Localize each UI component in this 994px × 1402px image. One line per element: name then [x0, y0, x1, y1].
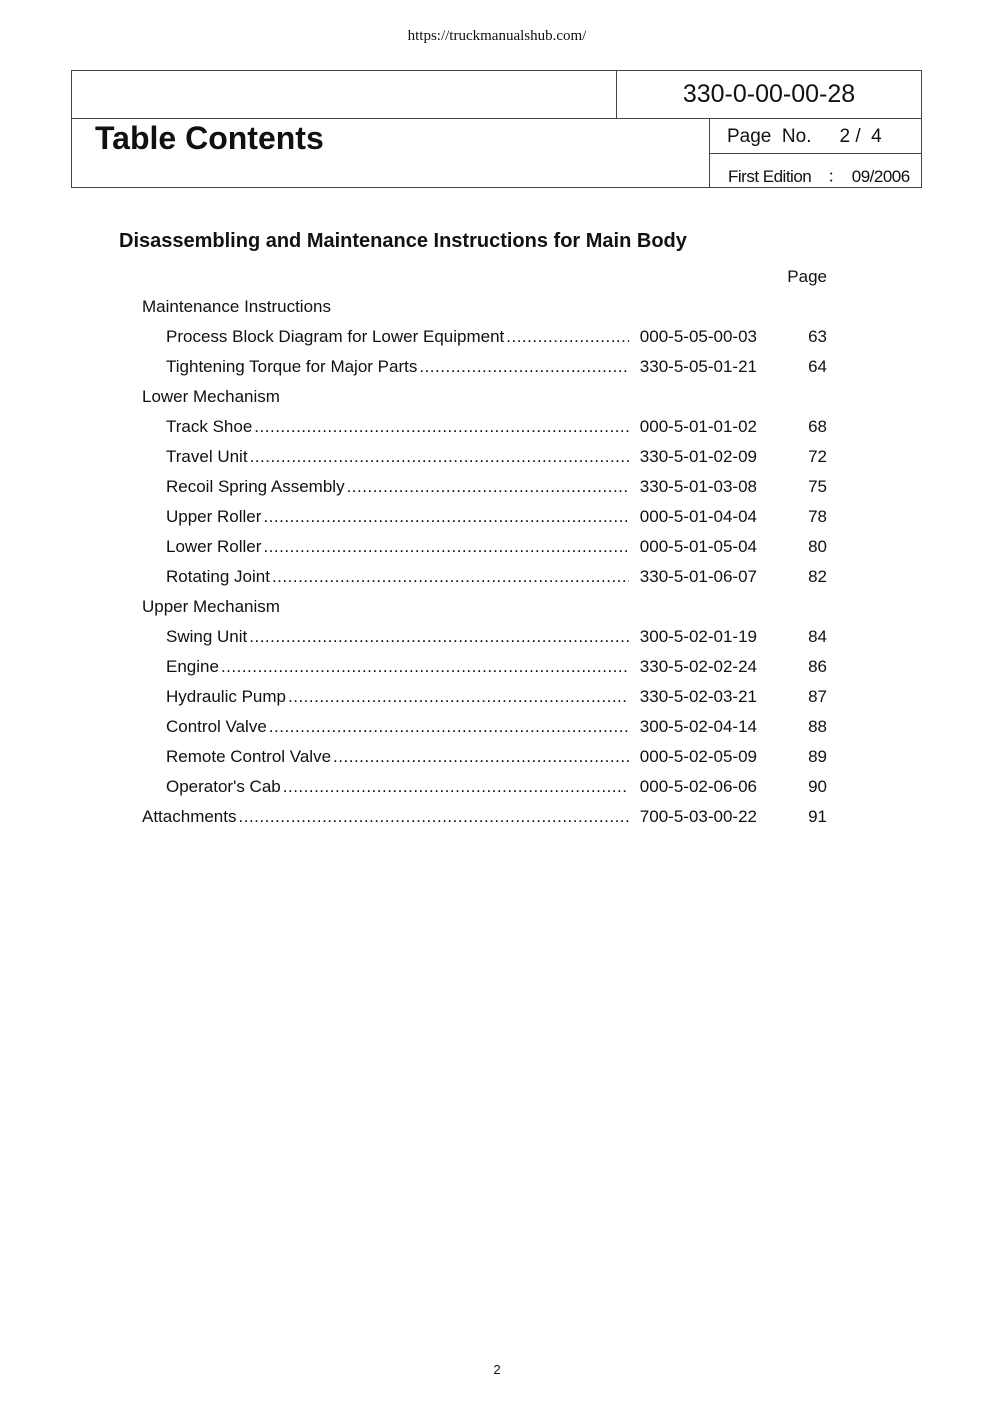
toc-entry-page: 89 — [808, 747, 827, 766]
toc-dot-leader — [249, 622, 629, 652]
toc-entry-page: 91 — [808, 807, 827, 826]
toc-entry-page: 63 — [808, 327, 827, 346]
page-number-label: Page No. — [727, 126, 812, 147]
toc-entry-code: 000-5-02-06-06 — [639, 777, 757, 796]
toc-entry-page: 78 — [808, 507, 827, 526]
toc-entry-title: Track Shoe — [166, 417, 253, 436]
toc-entry-leader — [166, 622, 629, 652]
toc-entry-leader — [166, 532, 629, 562]
toc-entry-page: 82 — [808, 567, 827, 586]
toc-entry[interactable] — [166, 502, 827, 532]
header-divider — [709, 153, 921, 154]
toc-entry-leader — [166, 562, 629, 592]
toc-entry-code: 330-5-01-06-07 — [639, 567, 757, 586]
edition-field — [728, 162, 910, 187]
toc-entry-code: 000-5-02-05-09 — [639, 747, 757, 766]
toc-entry-page: 86 — [808, 657, 827, 676]
toc-entry-code: 330-5-01-03-08 — [639, 477, 757, 496]
toc-dot-leader — [269, 712, 629, 742]
edition-label: First Edition — [728, 167, 812, 186]
toc-entry[interactable] — [166, 322, 827, 352]
toc-entry-page: 80 — [808, 537, 827, 556]
toc-entry-title: Process Block Diagram for Lower Equipment — [166, 327, 505, 346]
toc-entry-code: 330-5-01-02-09 — [639, 447, 757, 466]
edition-date: 09/2006 — [851, 167, 910, 186]
toc-entry-title: Remote Control Valve — [166, 747, 332, 766]
toc-entry[interactable] — [166, 682, 827, 712]
toc-dot-leader — [347, 472, 629, 502]
toc-entry-leader — [166, 412, 629, 442]
toc-entry[interactable] — [166, 562, 827, 592]
page-column-label: Page — [787, 267, 827, 286]
toc-entry-leader — [142, 802, 629, 832]
toc-entry-title: Control Valve — [166, 717, 267, 736]
toc-entry[interactable] — [166, 742, 827, 772]
toc-entry-title: Engine — [166, 657, 219, 676]
toc-dot-leader — [288, 682, 629, 712]
toc-entry-leader — [166, 442, 629, 472]
toc-entry-code: 330-5-02-03-21 — [639, 687, 757, 706]
toc-dot-leader — [239, 802, 630, 832]
toc-entry[interactable] — [166, 352, 827, 382]
toc-group-heading: Maintenance Instructions — [142, 297, 331, 316]
toc-entry-title: Hydraulic Pump — [166, 687, 286, 706]
toc-dot-leader — [506, 322, 629, 352]
document-header-box — [71, 70, 922, 188]
toc-entry-title: Recoil Spring Assembly — [166, 477, 345, 496]
toc-entry-title: Tightening Torque for Major Parts — [166, 357, 418, 376]
site-url: https://truckmanualshub.com/ — [407, 28, 587, 44]
toc-entry[interactable] — [166, 772, 827, 802]
toc-entry-leader — [166, 322, 629, 352]
toc-entry-page: 84 — [808, 627, 827, 646]
toc-entry-title: Travel Unit — [166, 447, 248, 466]
toc-entry[interactable] — [166, 412, 827, 442]
toc-entry-code: 330-5-05-01-21 — [639, 357, 757, 376]
edition-colon: ： — [827, 167, 844, 186]
toc-dot-leader — [419, 352, 629, 382]
toc-entry-leader — [166, 772, 629, 802]
toc-entry[interactable] — [142, 802, 827, 832]
toc-entry-code: 700-5-03-00-22 — [639, 807, 757, 826]
toc-entry-leader — [166, 682, 629, 712]
section-heading: Disassembling and Maintenance Instructions for Main Body — [119, 230, 687, 252]
toc-dot-leader — [272, 562, 629, 592]
toc-entry[interactable] — [166, 712, 827, 742]
toc-entry-leader — [166, 742, 629, 772]
toc-entry-leader — [166, 472, 629, 502]
toc-group-heading: Lower Mechanism — [142, 387, 280, 406]
toc-entry-code: 000-5-01-01-02 — [639, 417, 757, 436]
document-number: 330-0-00-00-28 — [682, 80, 856, 108]
toc-entry-title: Operator's Cab — [166, 777, 281, 796]
toc-entry-leader — [166, 712, 629, 742]
toc-entry-code: 000-5-01-04-04 — [639, 507, 757, 526]
toc-dot-leader — [221, 652, 629, 682]
toc-entry-leader — [166, 352, 629, 382]
toc-dot-leader — [254, 412, 629, 442]
toc-entry-title: Swing Unit — [166, 627, 248, 646]
toc-entry-code: 000-5-05-00-03 — [639, 327, 757, 346]
toc-entry-page: 64 — [808, 357, 827, 376]
toc-entry[interactable] — [166, 442, 827, 472]
toc-entry[interactable] — [166, 652, 827, 682]
header-divider — [72, 118, 921, 119]
toc-dot-leader — [263, 502, 629, 532]
toc-group-heading: Upper Mechanism — [142, 597, 280, 616]
toc-entry-page: 87 — [808, 687, 827, 706]
toc-entry-title: Lower Roller — [166, 537, 262, 556]
toc-dot-leader — [250, 442, 629, 472]
toc-entry-code: 300-5-02-04-14 — [639, 717, 757, 736]
toc-entry-leader — [166, 652, 629, 682]
page-number-field — [727, 126, 882, 148]
toc-dot-leader — [283, 772, 629, 802]
toc-entry[interactable] — [166, 472, 827, 502]
toc-entry-page: 88 — [808, 717, 827, 736]
page-number-value: 2 / 4 — [839, 126, 882, 147]
toc-dot-leader — [333, 742, 629, 772]
toc-dot-leader — [263, 532, 629, 562]
toc-entry[interactable] — [166, 532, 827, 562]
toc-entry-page: 90 — [808, 777, 827, 796]
toc-entry-title: Rotating Joint — [166, 567, 270, 586]
toc-entry-code: 330-5-02-02-24 — [639, 657, 757, 676]
toc-entry-code: 000-5-01-05-04 — [639, 537, 757, 556]
toc-entry-leader — [166, 502, 629, 532]
page-title: Table Contents — [95, 120, 324, 156]
toc-entry-page: 68 — [808, 417, 827, 436]
toc-entry-page: 72 — [808, 447, 827, 466]
page-footer-number: 2 — [493, 1362, 501, 1377]
toc-entry-title: Attachments — [142, 807, 237, 826]
toc-entry-code: 300-5-02-01-19 — [639, 627, 757, 646]
toc-entry-page: 75 — [808, 477, 827, 496]
toc-entry-title: Upper Roller — [166, 507, 262, 526]
toc-entry[interactable] — [166, 622, 827, 652]
